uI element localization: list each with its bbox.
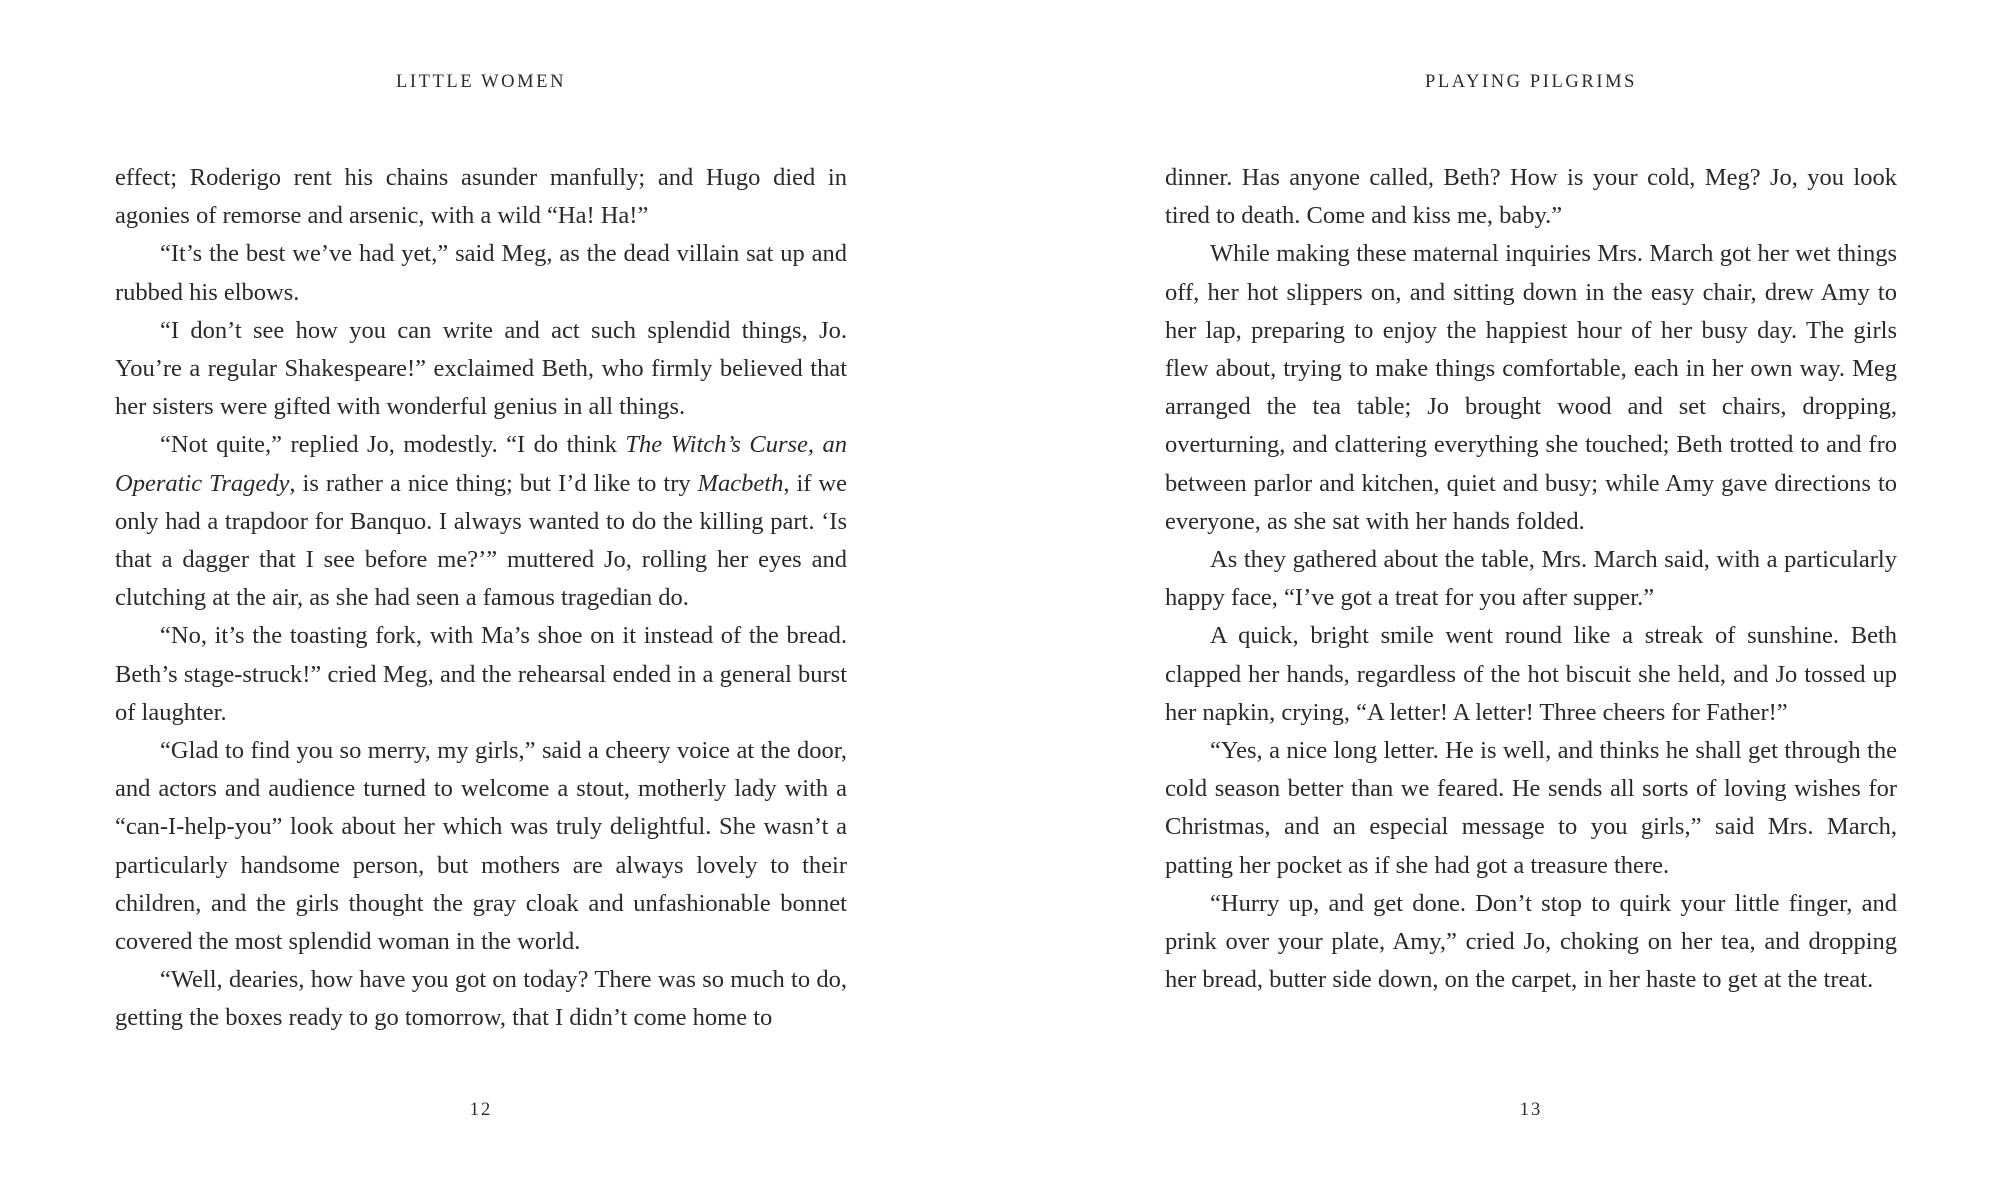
right-page (1165, 0, 1897, 1181)
paragraph: “Glad to find you so merry, my girls,” said a cheery voice at the door, and actors and audience turned to welcome a stout, motherly lady with a “can-I-help-you” look about her which was truly delightful. She wasn’t a particularly handsome person, but mothers are always lovely to their children, and the girls thought the gray cloak and unfashionable bonnet covered the most splendid woman in the world. (115, 737, 847, 956)
left-page-text (115, 159, 847, 1038)
running-head-left: LITTLE WOMEN (395, 72, 567, 92)
running-head-right: PLAYING PILGRIMS (1424, 72, 1638, 92)
paragraph: “Hurry up, and get done. Don’t stop to quirk your little finger, and prink over your plate, Amy,” cried Jo, choking on her tea, and dropping her bread, butter side down, on the carpet, in her haste to get at the treat. (1165, 889, 1897, 994)
paragraph: “Yes, a nice long letter. He is well, and thinks he shall get through the cold season better than we feared. He sends all sorts of loving wishes for Christmas, and an especial message to you girls,” said Mrs. March, patting her pocket as if she had got a treasure there. (1165, 737, 1897, 879)
right-page-text (1165, 159, 1897, 999)
paragraph: “Not quite,” replied Jo, modestly. “I do think The Witch’s Curse, an Operatic Tragedy, is rather a nice thing; but I’d like to try Macbeth, if we only had a trapdoor for Banquo. I always wanted to do the killing part. ‘Is that a dagger that I see before me?’” muttered Jo, rolling her eyes and clutching at the air, as she had seen a famous tragedian do. (115, 431, 847, 612)
page-number-left: 12 (469, 1100, 493, 1120)
paragraph: “Well, dearies, how have you got on today? There was so much to do, getting the boxes ready to go tomorrow, that I didn’t come home to (115, 966, 847, 1032)
paragraph: dinner. Has anyone called, Beth? How is your cold, Meg? Jo, you look tired to death. Come and kiss me, baby.” (1165, 164, 1897, 230)
paragraph: While making these maternal inquiries Mrs. March got her wet things off, her hot slippers on, and sitting down in the easy chair, drew Amy to her lap, preparing to enjoy the happiest hour of her busy day. The girls flew about, trying to make things comfortable, each in her own way. Meg arranged the tea table; Jo brought wood and set chairs, dropping, overturning, and clattering everything she touched; Beth trotted to and fro between parlor and kitchen, quiet and busy; while Amy gave directions to everyone, as she sat with her hands folded. (1165, 240, 1897, 535)
paragraph: “It’s the best we’ve had yet,” said Meg, as the dead villain sat up and rubbed his elbows. (115, 240, 847, 306)
paragraph: effect; Roderigo rent his chains asunder manfully; and Hugo died in agonies of remorse and arsenic, with a wild “Ha! Ha!” (115, 164, 847, 230)
paragraph: As they gathered about the table, Mrs. March said, with a particularly happy face, “I’ve got a treat for you after supper.” (1165, 546, 1897, 612)
paragraph: A quick, bright smile went round like a streak of sunshine. Beth clapped her hands, regardless of the hot biscuit she held, and Jo tossed up her napkin, crying, “A letter! A letter! Three cheers for Father!” (1165, 622, 1897, 726)
page-number-right: 13 (1519, 1100, 1543, 1120)
italic-title: The Witch’s Curse, an Operatic Tragedy (115, 431, 847, 497)
left-page (115, 0, 847, 1181)
paragraph: “No, it’s the toasting fork, with Ma’s shoe on it instead of the bread. Beth’s stage-struck!” cried Meg, and the rehearsal ended in a general burst of laughter. (115, 622, 847, 726)
italic-title: Macbeth (697, 469, 784, 497)
paragraph: “I don’t see how you can write and act such splendid things, Jo. You’re a regular Shakespeare!” exclaimed Beth, who firmly believed that her sisters were gifted with wonderful genius in all things. (115, 316, 847, 421)
